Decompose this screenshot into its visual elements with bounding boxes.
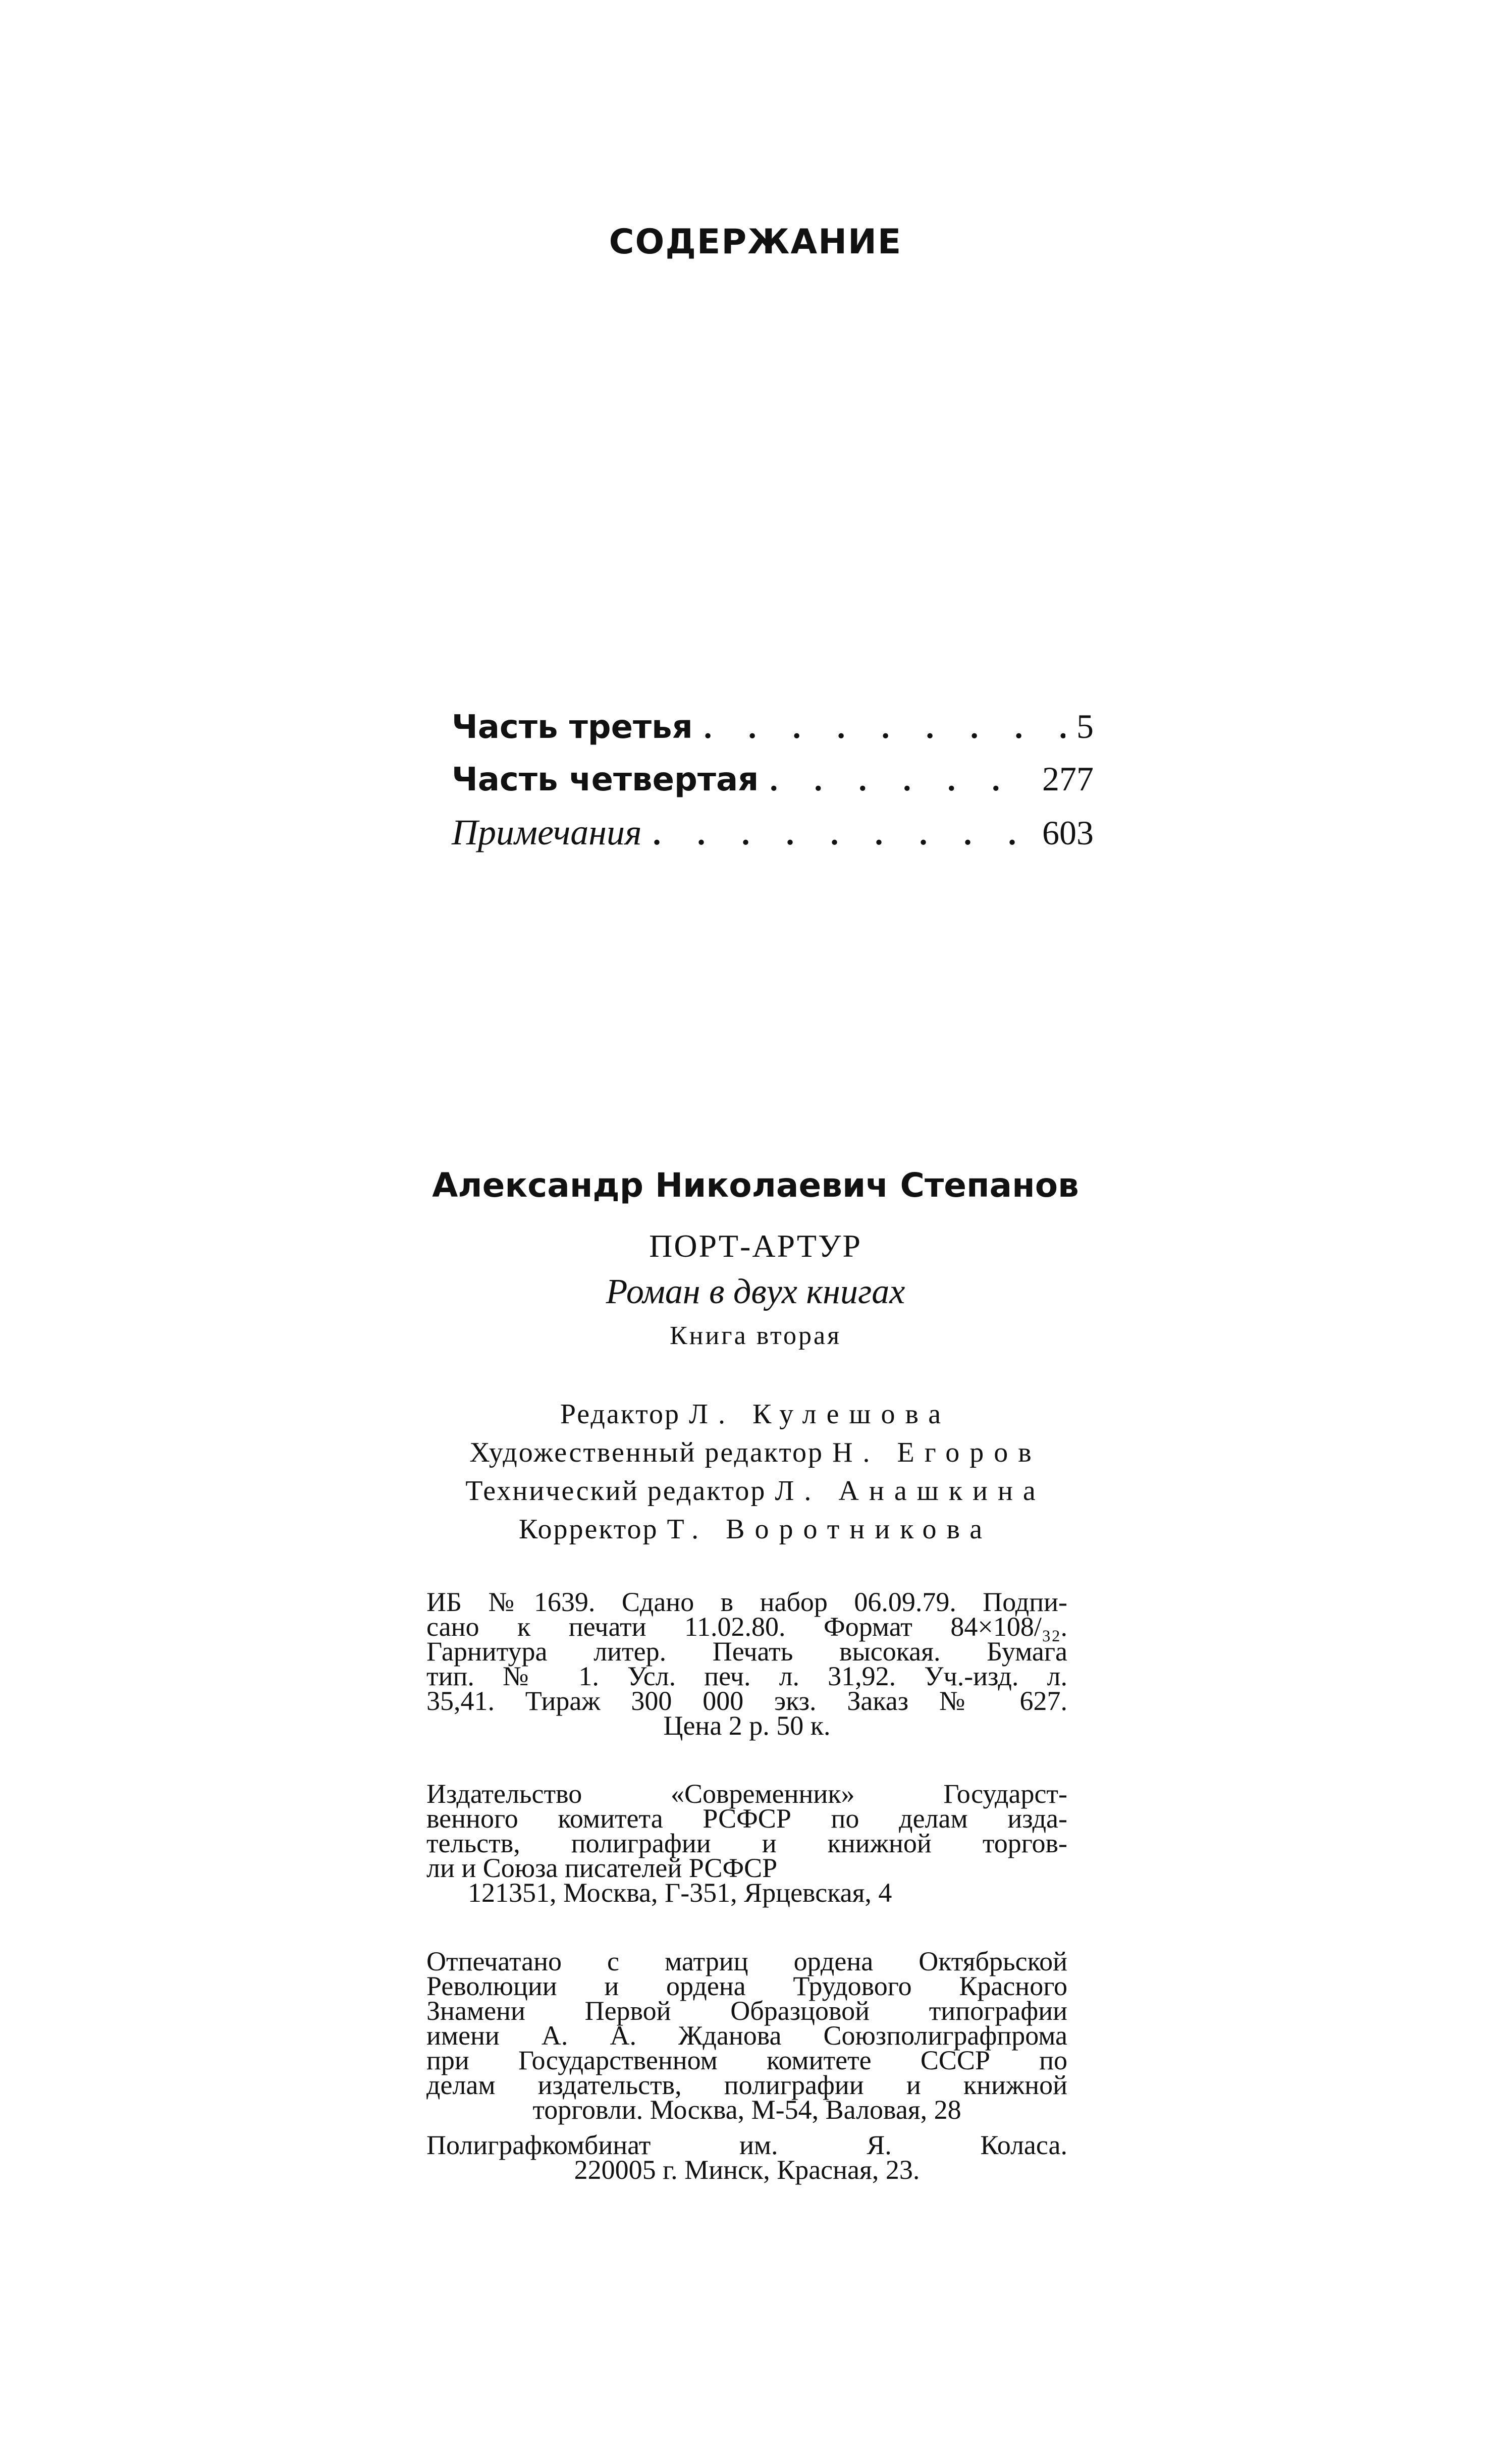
toc-entry-page: 5 (1076, 707, 1094, 745)
toc-entry-title: Примечания (452, 812, 642, 852)
toc-entry-notes (452, 812, 1094, 864)
publisher-line: ли и Союза писателей РСФСР (426, 1853, 778, 1883)
author-name: Александр Николаевич Степанов (432, 1166, 1079, 1205)
printing-address: торговли. Москва, М-54, Валовая, 28 (532, 2095, 961, 2125)
toc-entry-title: Часть четвертая (452, 761, 759, 798)
toc-entry-part-three (452, 707, 1094, 759)
printing-line: делам издательств, полиграфии и книжной (426, 2070, 1067, 2100)
staff-name: Л. Анашкина (775, 1475, 1046, 1507)
printing-line: Отпечатано с матриц ордена Октябрьской (426, 1946, 1067, 1976)
imprint-line: Гарнитура литер. Печать высокая. Бумага (426, 1636, 1067, 1667)
printing-house-info (426, 1946, 1067, 2125)
contents-heading: СОДЕРЖАНИЕ (609, 222, 902, 262)
toc-leader-dots (770, 761, 1031, 798)
toc-leader-dots (653, 815, 1032, 852)
staff-technical-editor (0, 1475, 1511, 1513)
toc-entry-part-four (452, 759, 1094, 812)
editorial-staff (0, 1398, 1511, 1551)
printing-line: при Государственном комитете СССР по (426, 2045, 1067, 2075)
staff-role: Корректор (518, 1514, 659, 1545)
toc-entry-title: Часть третья (452, 709, 693, 746)
imprint-line: 35,41. Тираж 300 000 экз. Заказ № 627. (426, 1686, 1067, 1716)
toc-entry-page: 603 (1042, 814, 1094, 852)
imprint-line: сано к печати 11.02.80. Формат 84×108/₃₂. (426, 1612, 1067, 1642)
publisher-line: венного комитета РСФСР по делам изда- (426, 1803, 1067, 1834)
publisher-address: 121351, Москва, Г-351, Ярцевская, 4 (468, 1878, 892, 1908)
volume-label: Книга вторая (669, 1321, 842, 1350)
combine-address: 220005 г. Минск, Красная, 23. (574, 2155, 920, 2185)
toc-leader-dots (704, 709, 1065, 746)
publisher-line: тельств, полиграфии и книжной торгов- (426, 1828, 1067, 1858)
imprint-details (426, 1587, 1067, 1741)
toc-entry-page: 277 (1042, 760, 1094, 798)
publisher-line: Издательство «Современник» Государст- (426, 1779, 1067, 1809)
imprint-line: тип. № 1. Усл. печ. л. 31,92. Уч.-изд. л. (426, 1661, 1067, 1691)
publisher-info (426, 1779, 1067, 1908)
printing-line: Революции и ордена Трудового Красного (426, 1971, 1067, 2001)
printing-combine-info (426, 2130, 1067, 2185)
printing-line: Знамени Первой Образцовой типографии (426, 1996, 1067, 2026)
table-of-contents (452, 707, 1094, 864)
staff-name: Л. Кулешова (688, 1399, 951, 1430)
printing-line: имени А. А. Жданова Союзполиграфпрома (426, 2020, 1067, 2051)
price-line: Цена 2 р. 50 к. (663, 1710, 831, 1741)
book-subtitle: Роман в двух книгах (606, 1272, 905, 1311)
staff-role: Редактор (560, 1399, 680, 1430)
staff-name: Т. Воротникова (667, 1514, 993, 1545)
imprint-line: ИБ №1639. Сдано в набор 06.09.79. Подпи- (426, 1587, 1067, 1617)
staff-art-editor (0, 1436, 1511, 1475)
staff-role: Технический редактор (465, 1475, 767, 1507)
combine-line: Полиграфкомбинат им. Я. Коласа. (426, 2130, 1067, 2160)
book-title: ПОРТ-АРТУР (649, 1228, 862, 1264)
staff-editor (0, 1398, 1511, 1436)
staff-role: Художественный редактор (469, 1437, 824, 1468)
staff-name: Н. Егоров (832, 1437, 1042, 1468)
staff-proofreader (0, 1513, 1511, 1551)
